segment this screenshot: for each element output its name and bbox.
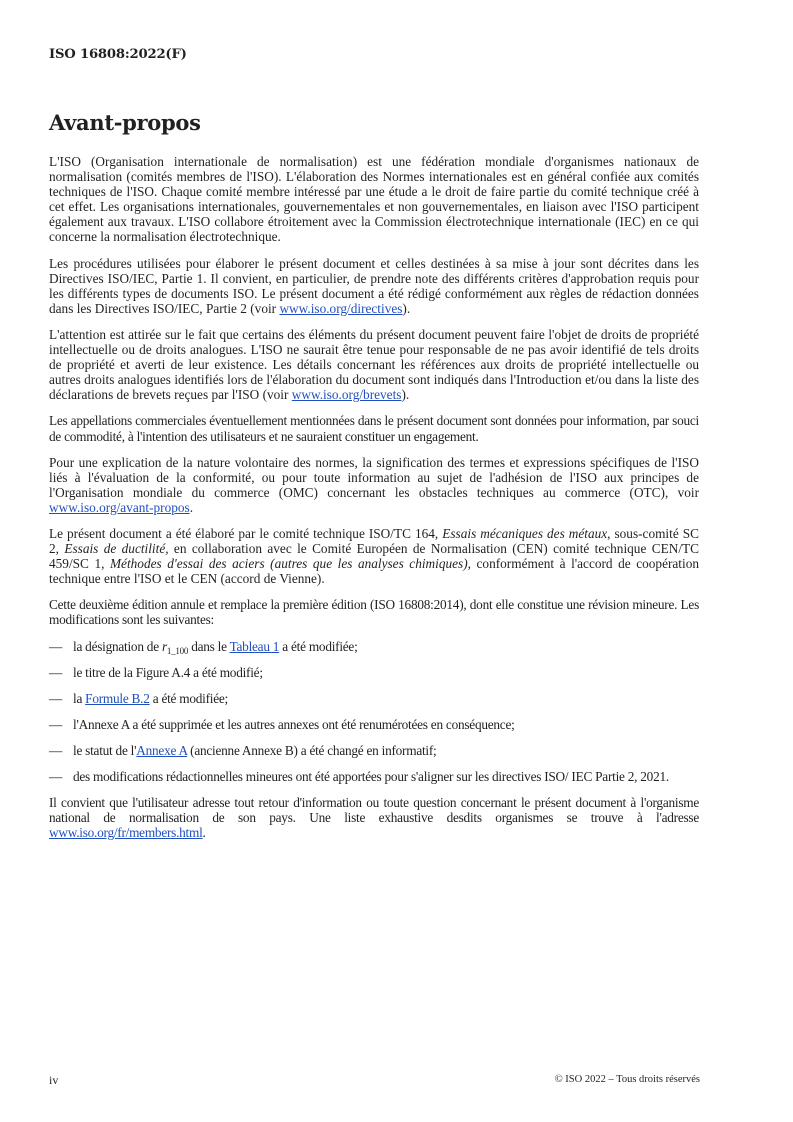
foreword-body: [49, 154, 699, 851]
paragraph-text: Les procédures utilisées pour élaborer le présent document et celles destinées à sa mise à jour sont décrites dans les Directives ISO/IEC, Partie 1. Il convient, en particulier, de prendre note des différents critères d'approbation requis pour les différents types de documents ISO. Le présent document a été rédigé conformément aux règles de rédaction données dans les Directives ISO/IEC, Partie 2 (voir: [49, 255, 699, 316]
list-item: — des modifications rédactionnelles mineures ont été apportées pour s'aligner sur les directives ISO/ IEC Partie 2, 2021.: [49, 769, 669, 784]
dash-bullet: —: [49, 716, 63, 732]
subcommittee-title: Essais de ductilité,: [64, 541, 169, 557]
link-directives[interactable]: www.iso.org/directives: [279, 300, 403, 316]
paragraph-text: Pour une explication de la nature volontaire des normes, la signification des termes et expressions spécifiques de l'ISO liés à l'évaluation de la conformité, ou pour toute information au sujet de l'adhésion de l'ISO aux principes de l'Organisation mondiale du commerce (OMC) concernant les obstacles techniques au commerce (OTC), voir: [49, 454, 699, 500]
document-code: ISO 16808:2022(F): [49, 47, 187, 62]
dash-bullet: —: [49, 742, 63, 758]
link-formule-b2[interactable]: Formule B.2: [85, 690, 150, 706]
link-avant-propos[interactable]: www.iso.org/avant-propos: [49, 499, 190, 515]
page-title: Avant-propos: [49, 110, 201, 135]
list-item: — le titre de la Figure A.4 a été modifié;: [49, 664, 263, 680]
list-item: — l'Annexe A a été supprimée et les autres annexes ont été renumérotées en conséquence;: [49, 716, 515, 732]
list-item: — la désignation de $r_{1\_100}$ dans le Tableau 1 a été modifiée;: [49, 638, 358, 656]
dash-bullet: —: [49, 664, 63, 680]
paragraph-feedback: Il convient que l'utilisateur adresse tout retour d'information ou toute question concernant le présent document à l'organisme national de normalisation de son pays. Une liste exhaustive desdits organismes se trouve à l'adresse www.iso.org/fr/members.html.: [49, 795, 699, 841]
variable-r: r: [161, 638, 167, 654]
link-brevets[interactable]: www.iso.org/brevets: [291, 387, 402, 403]
list-item: — le statut de l'Annexe A (ancienne Annexe B) a été changé en informatif;: [49, 742, 437, 758]
paragraph-patents: L'attention est attirée sur le fait que certains des éléments du présent document peuvent faire l'objet de droits de propriété intellectuelle ou de droits analogues. L'ISO ne saurait être tenue pour responsable de ne pas avoir identifié de tels droits de propriété et averti de leur existence. Les détails concernant les références aux droits de propriété intellectuelle ou autres droits analogues identifiés lors de l'élaboration du document sont indiqués dans l'Introduction et/ou dans la liste des déclarations de brevets reçues par l'ISO (voir www.iso.org/brevets).: [49, 326, 699, 403]
paragraph-committee: Le présent document a été élaboré par le comité technique ISO/TC 164, Essais mécaniques des métaux, sous-comité SC 2, Essais de ductilité, en collaboration avec le Comité Européen de Normalisation (CEN) comité technique CEN/TC 459/SC 1, Méthodes d'essai des aciers (autres que les analyses chimiques), conformément à l'accord de coopération technique entre l'ISO et le CEN (accord de Vienne).: [49, 525, 700, 587]
list-item: — la Formule B.2 a été modifiée;: [49, 690, 228, 706]
paragraph-text: L'attention est attirée sur le fait que certains des éléments du présent document peuvent faire l'objet de droits de propriété intellectuelle ou de droits analogues. L'ISO ne saurait être tenue pour responsable de ne pas avoir identifié de tels droits de propriété et averti de leur existence. Les détails concernant les références aux droits de propriété intellectuelle ou autres droits analogues identifiés lors de l'élaboration du document sont indiqués dans l'Introduction et/ou dans la liste des déclarations de brevets reçues par l'ISO (voir: [49, 326, 699, 403]
paragraph-voluntary-nature: Pour une explication de la nature volontaire des normes, la signification des termes et expressions spécifiques de l'ISO liés à l'évaluation de la conformité, ou pour toute information au sujet de l'adhésion de l'ISO aux principes de l'Organisation mondiale du commerce (OMC) concernant les obstacles techniques au commerce (OTC), voir www.iso.org/avant-propos.: [49, 454, 699, 515]
link-tableau-1[interactable]: Tableau 1: [229, 638, 280, 654]
copyright-notice: © ISO 2022 – Tous droits réservés: [554, 1074, 700, 1085]
variable-subscript: 1_100: [166, 645, 189, 656]
page-number: iv: [49, 1073, 59, 1087]
cen-committee-title: Méthodes d'essai des aciers (autres que les analyses chimiques),: [109, 556, 471, 572]
dash-bullet: —: [49, 690, 63, 706]
modifications-list: [49, 639, 699, 785]
link-annexe-a[interactable]: Annexe A: [136, 742, 188, 758]
committee-title: Essais mécaniques des métaux: [442, 525, 608, 541]
paragraph-iso-intro: L'ISO (Organisation internationale de normalisation) est une fédération mondiale d'organismes nationaux de normalisation (comités membres de l'ISO). L'élaboration des Normes internationales est en général confiée aux comités techniques de l'ISO. Chaque comité membre intéressé par une étude a le droit de faire partie du comité technique créé à cet effet. Les organisations internationales, gouvernementales et non gouvernementales, en liaison avec l'ISO participent également aux travaux. L'ISO collabore étroitement avec la Commission électrotechnique internationale (IEC) en ce qui concerne la normalisation électrotechnique.: [49, 154, 699, 245]
link-members[interactable]: www.iso.org/fr/members.html: [49, 825, 203, 841]
paragraph-procedures: Les procédures utilisées pour élaborer le présent document et celles destinées à sa mise à jour sont décrites dans les Directives ISO/IEC, Partie 1. Il convient, en particulier, de prendre note des différents critères d'approbation requis pour les différents types de documents ISO. Le présent document a été rédigé conformément aux règles de rédaction données dans les Directives ISO/IEC, Partie 2 (voir www.iso.org/directives).: [49, 255, 699, 316]
paragraph-trade-names: Les appellations commerciales éventuellement mentionnées dans le présent document sont données pour information, par souci de commodité, à l'intention des utilisateurs et ne sauraient constituer un engagement.: [49, 413, 699, 444]
dash-bullet: —: [49, 638, 63, 654]
paragraph-text: Il convient que l'utilisateur adresse tout retour d'information ou toute question concernant le présent document à l'organisme national de normalisation de son pays. Une liste exhaustive desdits organismes se trouve à l'adresse: [49, 795, 699, 826]
dash-bullet: —: [49, 769, 63, 784]
paragraph-edition: Cette deuxième édition annule et remplace la première édition (ISO 16808:2014), dont elle constitue une révision mineure. Les modifications sont les suivantes:: [49, 597, 699, 628]
